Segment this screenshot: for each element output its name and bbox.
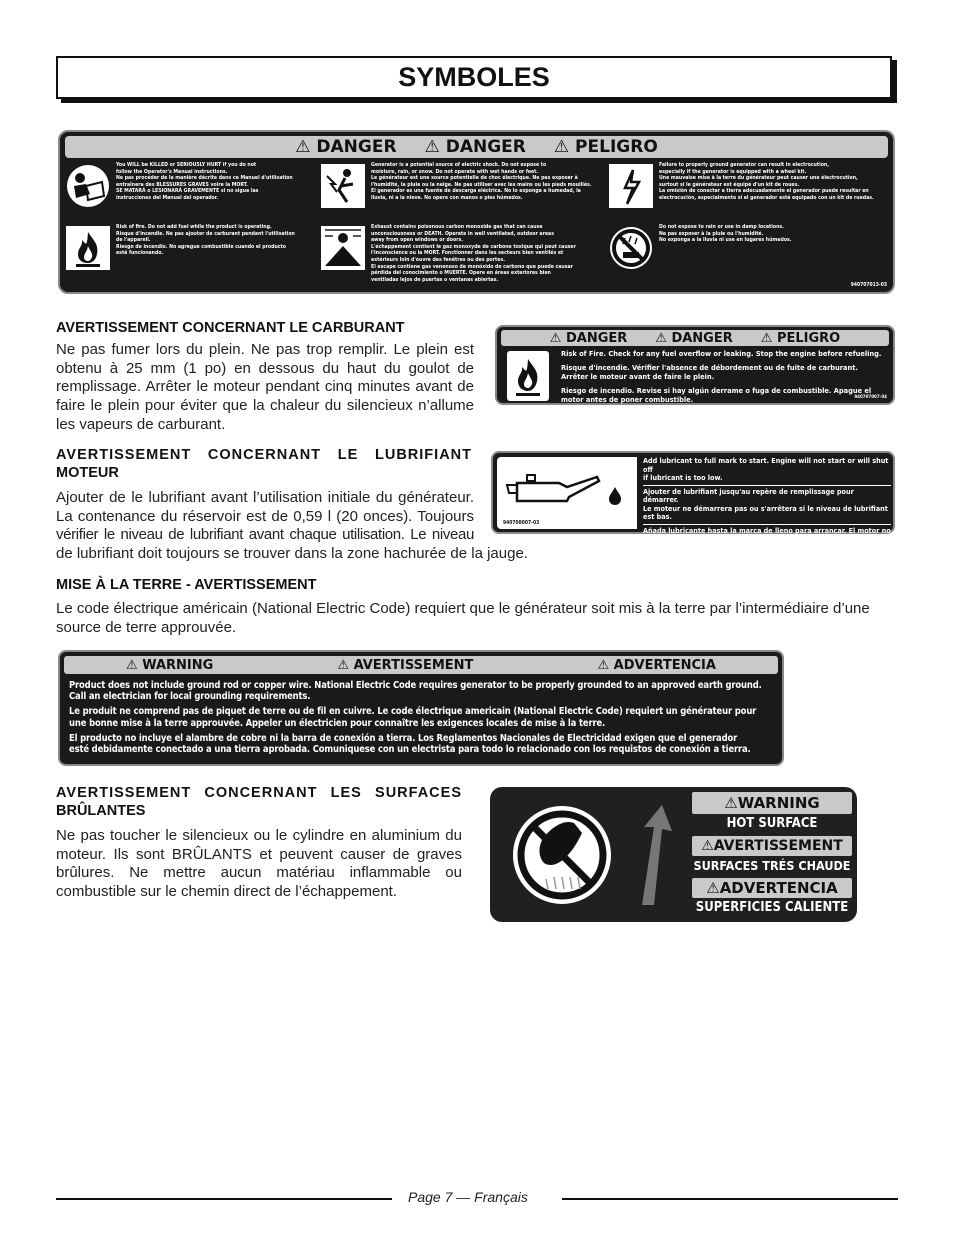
danger-header-1: ⚠ DANGER (295, 137, 397, 157)
danger-cell-line: surtout si le générateur est équipé d'un kit de roues. (659, 181, 800, 188)
hot-line: moteur. Ils sont BRÛLANTS et peuvent causer de graves (56, 845, 462, 863)
danger-cell-line: l'humidité, la pluie ou la neige. Ne pas utiliser avec les mains ou les pieds mouillés. (371, 181, 592, 188)
danger-cell-line: Une mauvaise mise à la terre du générateur peut causer une électrocution, (659, 175, 858, 182)
ground-header-1: ⚠ WARNING (126, 657, 214, 673)
hot-heading-line2: BRÛLANTES (56, 803, 146, 819)
danger-cell-line: está funcionando. (116, 250, 164, 257)
footer-page-label: Page 7 — Français (408, 1189, 528, 1205)
danger-cell-line: pérdida del conocimiento o MUERTE. Opere en áreas exteriores bien (371, 270, 551, 277)
hot-avertissement-text: SURFACES TRÉS CHAUDE (693, 858, 851, 873)
hot-heading (56, 785, 462, 819)
lube-label-line: Le moteur ne démarrera pas ou s'arrêtera si le niveau de lubrifiant (643, 503, 888, 513)
fuel-line: remplissage. Arrêter le moteur pendant cinq minutes avant de (56, 378, 474, 396)
hot-line: combustible sur le chemin direct de l’échappement. (56, 883, 398, 901)
fuel-line: les vapeurs de carburant. (56, 415, 226, 433)
fuel-label-line: Arrêter le moteur avant de faire le plein. (561, 372, 715, 381)
lube-line: Ajouter de le lubrifiant avant l’utilisation initiale du générateur. (56, 489, 474, 506)
danger-cell-line: instrucciones del Manual del operador. (116, 194, 219, 201)
hot-surface-label (490, 787, 857, 922)
danger-cell-line: SE MATARÁ o LESIONARÁ GRAVEMENTE si no sigue las (116, 188, 259, 195)
lube-last-line: de lubrifiant doit toujours se trouver dans la zone hachurée de la jauge. (56, 545, 528, 562)
lube-label-line: Añada lubricante hasta la marca de lleno para arrancar. El motor no (643, 525, 891, 535)
fuel-label-line: motor antes de poner combustible. (561, 395, 694, 404)
oil-can-icon (497, 457, 637, 529)
danger-header-2: ⚠ DANGER (424, 137, 526, 157)
danger-cell-line: moisture, rain, or snow. Do not operate with wet hands or feet. (371, 168, 539, 175)
danger-cell-line: Exhaust contains poisonous carbon monoxide gas that can cause (371, 224, 543, 230)
fuel-header-1: ⚠ DANGER (549, 330, 628, 346)
lube-label-line: if lubricant is too low. (643, 473, 723, 482)
danger-cell-text (659, 162, 889, 202)
lube-label-line: arrancará o se apagará si el nivel de lubricante está demasiado bajo. (643, 534, 876, 552)
footer-rule-left (56, 1198, 392, 1200)
ground-line: source de terre approuvée. (56, 618, 237, 636)
danger-cell-line: Ne pas exposer à la pluie ou l'humidité. (659, 230, 764, 237)
ground-header-3: ⚠ ADVERTENCIA (597, 657, 716, 673)
danger-cell-line: Failure to properly ground generator can result in electrocution, (659, 162, 829, 168)
danger-cell-text (371, 224, 576, 283)
danger-cell-line: Riesgo de incendio. No agregue combustible cuando el producto (116, 243, 286, 250)
fuel-header-3: ⚠ PELIGRO (760, 330, 841, 346)
hot-line: Ne pas toucher le silencieux ou le cylindre en aluminium du (56, 827, 462, 844)
fire-icon (507, 351, 549, 401)
hot-warning-header: ⚠ WARNING (692, 792, 852, 814)
danger-cell-line: unconsciousness or DEATH. Operate in well ventilated, outdoor areas (371, 230, 554, 237)
lube-label-text (643, 457, 891, 552)
lube-heading-line2: MOTEUR (56, 465, 119, 481)
ground-label (58, 650, 784, 766)
lube-label-en (643, 457, 891, 486)
lightning-bolt-icon (609, 164, 653, 208)
fuel-label-line: Riesgo de incendio. Revise si hay algún derrame o fuga de combustible. Apague el (561, 386, 872, 395)
ground-line: Le code électrique américain (National Electric Code) requiert que le générateur soit mis à la terre par l’intermédiaire d’une (56, 600, 870, 617)
fuel-heading: AVERTISSEMENT CONCERNANT LE CARBURANT (56, 320, 405, 336)
danger-cell-line: El escape contiene gas venenoso de monóxido de carbono que puede causar (371, 263, 573, 270)
hot-avertissement-header: ⚠ AVERTISSEMENT (692, 836, 852, 856)
fuel-label-line: Risk of Fire. Check for any fuel overflow or leaking. Stop the engine before refueling. (561, 349, 882, 358)
fuel-part-number: 940707007-04 (854, 395, 887, 400)
title-box (56, 56, 892, 99)
footer-rule-right (562, 1198, 898, 1200)
danger-label (58, 130, 895, 294)
lube-label-line: Ajouter de lubrifiant jusqu'au repère de remplissage pour démarrer. (643, 486, 854, 504)
fuel-line: faire le plein pour éviter que la chaleur du silencieux n’allume (56, 397, 474, 415)
ground-text (56, 600, 906, 637)
lube-label (491, 451, 895, 552)
ground-label-header (64, 656, 778, 674)
danger-cell-text (659, 224, 889, 244)
hot-warning-text: HOT SURFACE (726, 816, 818, 831)
hot-heading-line1: AVERTISSEMENT CONCERNANT LES SURFACES (56, 785, 462, 801)
hot-line: brûlures. Ne mettre aucun matériau inflammable ou (56, 864, 462, 882)
ground-label-line: Product does not include ground rod or copper wire. National Electric Code requires generator to be properly grounded to an approved earth ground. (69, 680, 762, 691)
fuel-label-header (501, 330, 889, 346)
danger-cell-line: Generator is a potential source of electric shock. Do not expose to (371, 162, 547, 168)
lube-label-line: est bas. (643, 512, 672, 521)
ground-label-line: El producto no incluye el alambre de cobre ni la barra de conexión a tierra. Los Reglamentos Nacionales de Electricidad exigen que el generador (69, 732, 738, 744)
fire-icon (66, 226, 110, 270)
lube-label-fr (643, 486, 891, 525)
danger-cell-line: Le générateur est une source potentielle de choc électrique. Ne pas exposer à (371, 175, 578, 182)
danger-cell-line: No exponga a la lluvia ni use en lugares húmedos. (659, 237, 792, 244)
danger-cell-line: Do not expose to rain or use in damp locations. (659, 224, 784, 230)
electric-shock-icon (321, 164, 365, 208)
hot-advertencia-header: ⚠ ADVERTENCIA (692, 878, 852, 898)
ground-header-2: ⚠ AVERTISSEMENT (337, 657, 474, 673)
danger-cell-line: entraînera des BLESSURES GRAVES voire la MORT. (116, 181, 248, 188)
danger-cell-line: electrocución, especialmente si el generador está equipado con un kit de ruedas. (659, 194, 874, 201)
hot-advertencia-text: SUPERFICIES CALIENTE (695, 900, 849, 915)
lube-heading-line1: AVERTISSEMENT CONCERNANT LE LUBRIFIANT (56, 447, 472, 463)
ground-label-line: une bonne mise à la terre approuvée. Appeler un électricien pour connaître les exigences locales de mise à la terre. (69, 717, 606, 729)
lube-label-es (643, 525, 891, 553)
fuel-label-text (561, 349, 891, 404)
fuel-label-line: Risque d'incendie. Vérifier l'absence de débordement ou de fuite de carburant. (561, 363, 858, 372)
fuel-line: Ne pas fumer lors du plein. Ne pas trop remplir. Le plein est (56, 341, 474, 358)
danger-cell-line: ventiladas lejos de puertas o ventanas abiertas. (371, 276, 499, 283)
danger-cell-line: away from open windows or doors. (371, 237, 464, 244)
exhaust-gas-icon (321, 226, 365, 270)
danger-cell-line: l'inconscience ou la MORT. Fonctionner dans les secteurs bien ventilés et (371, 250, 564, 257)
danger-header (65, 136, 888, 158)
danger-cell-line: Ne pas procéder de la manière décrite dans ce Manuel d'utilisation (116, 175, 293, 182)
ground-label-line: Call an electrician for local grounding requirements. (69, 691, 311, 703)
danger-cell-text (371, 162, 592, 202)
hot-text (56, 827, 462, 902)
danger-part-number: 940707013-03 (850, 282, 887, 288)
no-rain-icon (609, 226, 653, 270)
danger-cell-line: follow the Operator's Manual instructions. (116, 168, 228, 175)
danger-cell-line: L'échappement contient le gaz monoxyde de carbone toxique qui peut causer (371, 243, 576, 250)
no-touch-hot-surface-icon (504, 797, 694, 917)
danger-cell-text (116, 224, 296, 257)
fuel-line: obtenu à 25 mm (1 po) en dessous du haut du goulot de (56, 359, 474, 377)
ground-label-line: Le produit ne comprend pas de piquet de terre ou de fil en cuivre. Le code électrique americain (National Electric Code) requiert un générateur pour (69, 706, 757, 718)
lube-line: La contenance du réservoir est de 0,59 l (20 onces). Toujours (56, 507, 474, 525)
ground-heading: MISE À LA TERRE - AVERTISSEMENT (56, 577, 317, 593)
fuel-text (56, 341, 474, 435)
lube-part-number: 940708007-03 (503, 520, 540, 526)
danger-header-3: ⚠ PELIGRO (553, 137, 658, 157)
ground-label-text (69, 680, 779, 755)
danger-cell-line: Risque d'incendie. Ne pas ajouter de carburant pendant l'utilisation (116, 230, 295, 237)
danger-cell-line: Risk of fire. Do not add fuel while the product is operating. (116, 224, 272, 230)
danger-cell-text (116, 162, 296, 202)
fuel-header-2: ⚠ DANGER (655, 330, 733, 346)
fuel-label (495, 325, 895, 405)
lube-line: vérifier le niveau de lubrifiant avant chaque utilisation. Le niveau (56, 526, 474, 544)
lube-text (56, 489, 474, 545)
lube-label-line: Add lubricant to full mark to start. Engine will not start or will shut off (643, 456, 889, 474)
danger-cell-line: El generador es una fuente de descarga eléctrica. No lo exponga a humedad, la (371, 188, 581, 195)
danger-cell-line: especially if the generator is equipped with a wheel kit. (659, 168, 807, 175)
lube-heading (56, 447, 472, 481)
read-manual-icon (66, 164, 110, 208)
danger-cell-line: You WILL be KILLED or SERIOUSLY HURT if you do not (116, 162, 257, 168)
hot-label-blocks (692, 792, 852, 918)
danger-cell-line: extérieurs loin d'ouvre des fenêtres ou des portes. (371, 256, 506, 263)
page-title: SYMBOLES (398, 62, 550, 92)
danger-cell-line: de l'appareil. (116, 237, 151, 244)
ground-label-line: esté debidamente conectado a una tierra aprobada. Comuniquese con un electrista para todo lo relacionado con los requistos de conexión a tierra. (69, 744, 751, 756)
danger-cell-line: lluvia, ni a la nieve. No opere con manos o pies húmedos. (371, 194, 523, 201)
danger-cell-line: La omisión de conectar a tierra adecuadamente el generador puede resultar en (659, 188, 869, 195)
